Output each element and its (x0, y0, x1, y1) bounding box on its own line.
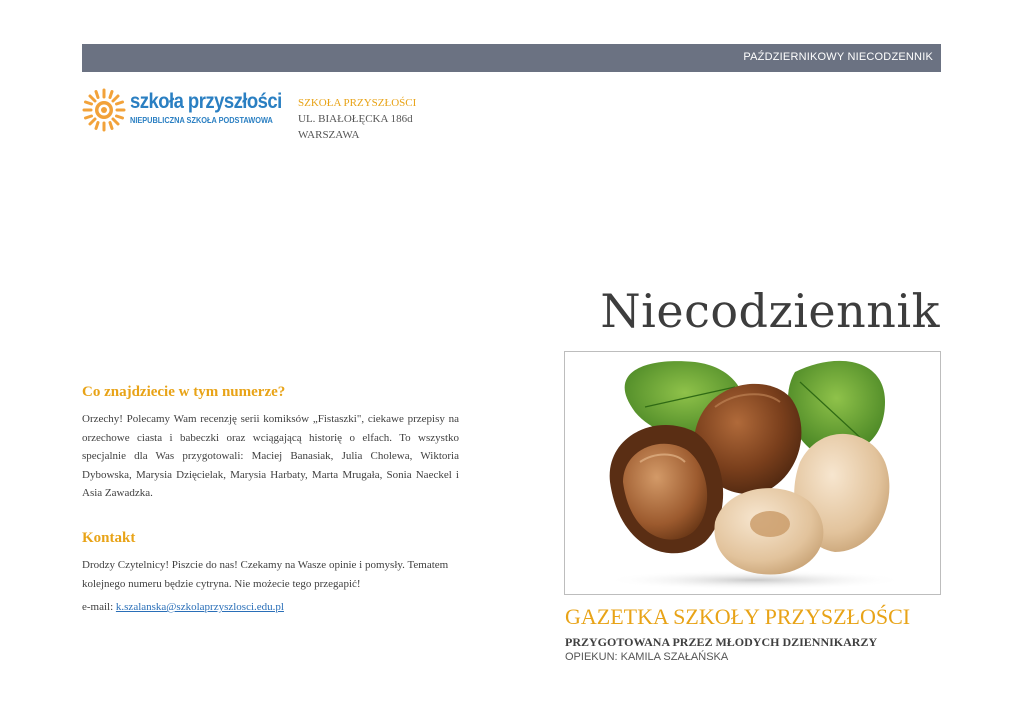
hazelnuts-illustration (565, 352, 940, 594)
school-logo (82, 88, 282, 132)
address-school: SZKOŁA PRZYSZŁOŚCI (298, 97, 417, 109)
address-street: UL. BIAŁOŁĘCKA 186d (298, 113, 413, 125)
publication-prepared-by: PRZYGOTOWANA PRZEZ MŁODYCH DZIENNIKARZY (565, 635, 878, 649)
masthead-title: Niecodziennik (600, 284, 940, 338)
header-bar (82, 44, 941, 72)
contents-heading: Co znajdziecie w tym numerze? (82, 384, 286, 400)
address-city: WARSZAWA (298, 129, 360, 141)
publication-name: GAZETKA SZKOŁY PRZYSZŁOŚCI (565, 604, 911, 629)
header-title: PAŹDZIERNIKOWY NIECODZENNIK (743, 51, 933, 63)
contact-heading: Kontakt (82, 530, 136, 546)
school-address (298, 95, 416, 143)
publication-supervisor: OPIEKUN: KAMILA SZAŁAŃSKA (565, 651, 729, 663)
email-line (82, 601, 284, 613)
contact-text: Drodzy Czytelnicy! Piszcie do nas! Czekamy na Wasze opinie i pomysły. Tematem kolejnego numeru będzie cytryna. Nie możecie tego przegapić! (82, 559, 449, 590)
email-link[interactable]: k.szalanska@szkolaprzyszlosci.edu.pl (115, 601, 284, 613)
logo-name: szkoła przyszłości (130, 90, 282, 113)
logo-subtitle: NIEPUBLICZNA SZKOŁA PODSTAWOWA (130, 116, 273, 125)
sun-logo-icon (82, 88, 126, 132)
contents-text: Orzechy! Polecamy Wam recenzję serii komiksów „Fistaszki", ciekawe przepisy na orzechowe ciasta i babeczki oraz wciągającą historię o elfach. To wszystko specjalnie dla Was przygotowali: Maciej Banasiak, Julia Cholewa, Wiktoria Dybowska, Marysia Dzięcielak, Marysia Harbaty, Marta Mrugała, Sonia Naeckel i Asia Zawadzka. (82, 413, 459, 499)
email-label: e-mail: (82, 601, 116, 613)
hazelnuts-photo (564, 351, 941, 595)
